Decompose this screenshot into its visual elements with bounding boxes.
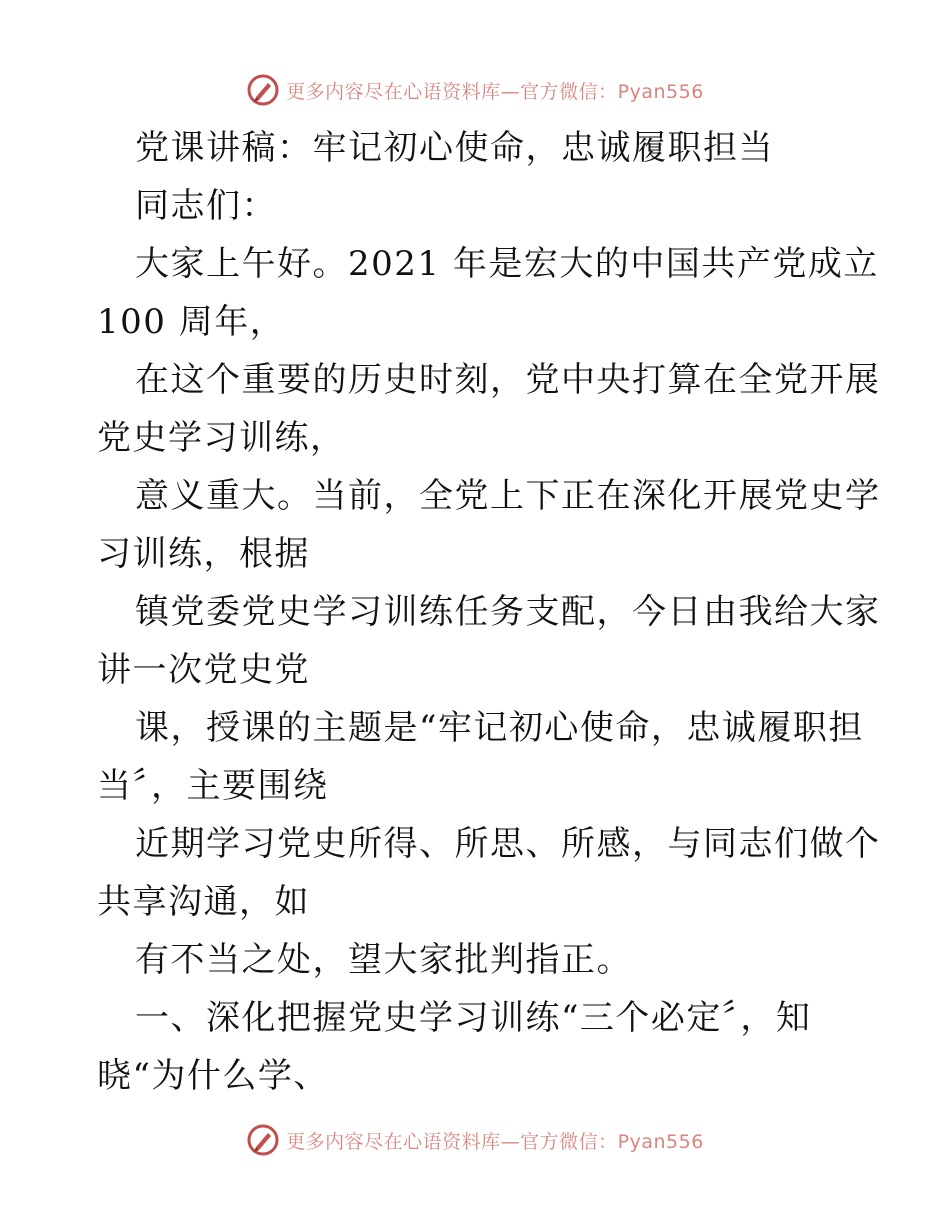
- paragraph-line: 当〞，主要围绕: [97, 766, 329, 806]
- paragraph-line: 有不当之处，望大家批判指正。: [135, 940, 632, 980]
- watermark-text: 更多内容尽在心语资料库—官方微信：Pyan556: [286, 80, 704, 103]
- pen-nib-logo-icon: [246, 1123, 280, 1157]
- paragraph-line: 100 周年，: [97, 302, 286, 342]
- paragraph-line: 共享沟通，如: [97, 882, 310, 922]
- paragraph-line: 习训练，根据: [97, 534, 310, 574]
- paragraph-line: 镇党委党史学习训练任务支配，今日由我给大家: [135, 592, 881, 632]
- watermark-text: 更多内容尽在心语资料库—官方微信：Pyan556: [286, 1130, 704, 1153]
- paragraph-line: 在这个重要的历史时刻，党中央打算在全党开展: [135, 360, 881, 400]
- paragraph-line: 讲一次党史党: [97, 650, 310, 690]
- footer-watermark: [0, 1120, 950, 1160]
- document-title: 党课讲稿：牢记初心使命，忠诚履职担当: [135, 128, 774, 168]
- pen-nib-logo-icon: [246, 73, 280, 107]
- section-heading-line: 晓“为什么学、: [97, 1056, 329, 1096]
- salutation: 同志们：: [135, 186, 277, 226]
- paragraph-line: 大家上午好。2021 年是宏大的中国共产党成立: [135, 244, 879, 284]
- paragraph-line: 党史学习训练，: [97, 418, 346, 458]
- paragraph-line: 课，授课的主题是“牢记初心使命，忠诚履职担: [135, 708, 864, 748]
- paragraph-line: 近期学习党史所得、所思、所感，与同志们做个: [135, 824, 881, 864]
- section-heading-line: 一、深化把握党史学习训练“三个必定〞，知: [135, 998, 812, 1038]
- header-watermark: [0, 70, 950, 110]
- paragraph-line: 意义重大。当前，全党上下正在深化开展党史学: [135, 476, 881, 516]
